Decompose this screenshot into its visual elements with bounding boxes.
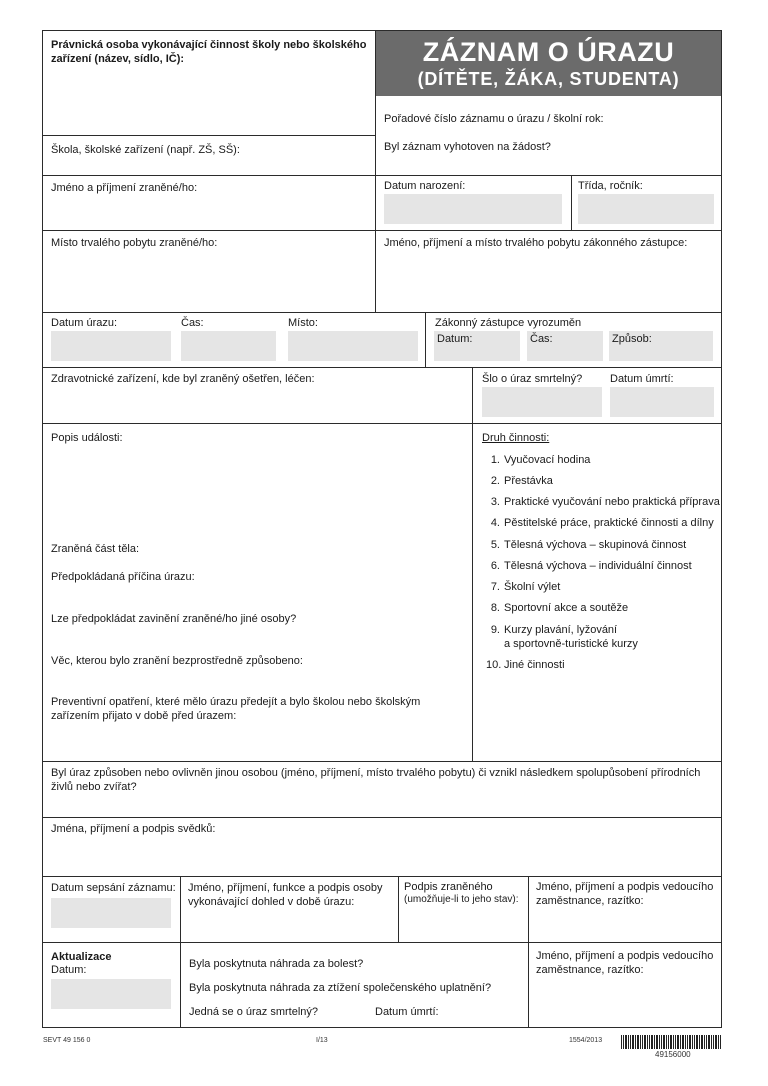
activity-item: 8. Sportovní akce a soutěže: [490, 602, 629, 614]
fault-label: Lze předpokládat zavinění zraněné/ho jiné osoby?: [51, 613, 297, 625]
record-number-label: Pořadové číslo záznamu o úrazu / školní rok:: [384, 113, 604, 125]
form-title-block: [376, 30, 721, 96]
medical-facility-label: Zdravotnické zařízení, kde byl zraněný ošetřen, léčen:: [51, 373, 315, 385]
update-date-field[interactable]: [51, 979, 171, 1009]
injured-signature-label: Podpis zraněného: [404, 881, 493, 893]
notified-date-label: Datum:: [437, 333, 473, 345]
divider: [375, 175, 376, 312]
guardian-notified-label: Zákonný zástupce vyrozuměn: [435, 317, 582, 329]
injured-signature-note: (umožňuje-li to jeho stav):: [404, 894, 519, 905]
frame-bottom: [42, 1027, 722, 1028]
fatal-label: Šlo o úraz smrtelný?: [482, 373, 583, 385]
frame-left: [42, 30, 43, 1028]
other-person-label: Byl úraz způsoben nebo ovlivněn jinou osobou (jméno, příjmení, místo trvalého pobytu) či vznikl následkem spolupůsobení přírodních živlů nebo zvířat?: [51, 767, 701, 793]
divider: [528, 876, 529, 1027]
activity-item: 10. Jiné činnosti: [486, 659, 565, 671]
form-code: SEVT 49 156 0: [43, 1037, 91, 1044]
injury-place-field[interactable]: [288, 331, 418, 361]
activity-item: 6. Tělesná výchova – individuální činnost: [490, 560, 692, 572]
social-compensation-label: Byla poskytnuta náhrada za ztížení společenského uplatnění?: [189, 982, 492, 994]
divider: [42, 367, 722, 368]
edition: I/13: [316, 1037, 328, 1044]
manager-label: Jméno, příjmení a podpis vedoucího zaměstnance, razítko:: [536, 881, 714, 907]
barcode-number: 49156000: [655, 1050, 691, 1059]
class-label: Třída, ročník:: [578, 180, 643, 192]
school-label: Škola, školské zařízení (např. ZŠ, SŠ):: [51, 144, 240, 156]
injured-name-label: Jméno a příjmení zraněné/ho:: [51, 182, 198, 194]
record-date-field[interactable]: [51, 898, 171, 928]
divider: [425, 312, 426, 368]
divider: [571, 175, 572, 231]
divider: [42, 876, 722, 877]
activity-item: 4. Pěstitelské práce, praktické činnosti a dílny: [490, 517, 714, 529]
prevention-label: Preventivní opatření, které mělo úrazu předejít a bylo školou nebo školským zařízením přijato v době před úrazem:: [51, 696, 421, 722]
guardian-label: Jméno, příjmení a místo trvalého pobytu zákonného zástupce:: [384, 237, 688, 249]
notified-time-label: Čas:: [530, 333, 553, 345]
fatal-field[interactable]: [482, 387, 602, 417]
form-title: ZÁZNAM O ÚRAZU: [422, 37, 675, 67]
witnesses-label: Jména, příjmení a podpis svědků:: [51, 823, 216, 835]
notified-method-label: Způsob:: [612, 333, 652, 345]
divider: [42, 230, 722, 231]
update-heading: Aktualizace: [51, 951, 112, 963]
update-date-label: Datum:: [51, 964, 87, 976]
record-date-label: Datum sepsání záznamu:: [51, 882, 176, 894]
update-death-date-label: Datum úmrtí:: [375, 1006, 439, 1018]
supervisor-label: Jméno, příjmení, funkce a podpis osoby vykonávající dohled v době úrazu:: [188, 882, 383, 908]
birth-date-label: Datum narození:: [384, 180, 466, 192]
legal-entity-label: Právnická osoba vykonávající činnost školy nebo školského zařízení (název, sídlo, IČ):: [51, 39, 367, 65]
injury-place-label: Místo:: [288, 317, 318, 329]
update-fatal-label: Jedná se o úraz smrtelný?: [189, 1006, 319, 1018]
divider: [472, 367, 473, 761]
cause-label: Předpokládaná příčina úrazu:: [51, 571, 195, 583]
divider: [375, 30, 376, 176]
death-date-label: Datum úmrtí:: [610, 373, 674, 385]
injury-time-label: Čas:: [181, 317, 204, 329]
on-request-label: Byl záznam vyhotoven na žádost?: [384, 141, 551, 153]
divider: [42, 761, 722, 762]
frame-right: [721, 30, 722, 1028]
death-date-field[interactable]: [610, 387, 714, 417]
divider: [42, 942, 722, 943]
divider: [42, 817, 722, 818]
divider: [42, 175, 722, 176]
form-subtitle: (DÍTĚTE, ŽÁKA, STUDENTA): [417, 69, 680, 89]
injury-time-field[interactable]: [181, 331, 276, 361]
divider: [42, 135, 376, 136]
pain-compensation-label: Byla poskytnuta náhrada za bolest?: [189, 958, 364, 970]
divider: [398, 876, 399, 943]
injury-date-label: Datum úrazu:: [51, 317, 118, 329]
object-label: Věc, kterou bylo zranění bezprostředně způsobeno:: [51, 655, 303, 667]
activity-item: 1. Vyučovací hodina: [490, 454, 591, 466]
activity-item: 7. Školní výlet: [490, 581, 561, 593]
injured-part-label: Zraněná část těla:: [51, 543, 140, 555]
update-manager-label: Jméno, příjmení a podpis vedoucího zaměstnance, razítko:: [536, 950, 714, 976]
event-label: Popis události:: [51, 432, 123, 444]
divider: [42, 423, 722, 424]
frame-top: [42, 30, 722, 31]
barcode-icon: [621, 1035, 721, 1049]
activity-item: 2. Přestávka: [490, 475, 553, 487]
class-field[interactable]: [578, 194, 714, 224]
injury-date-field[interactable]: [51, 331, 171, 361]
birth-date-field[interactable]: [384, 194, 562, 224]
activity-item-continuation: a sportovně-turistické kurzy: [504, 638, 638, 650]
activity-item: 3. Praktické vyučování nebo praktická příprava: [490, 496, 720, 508]
registration: 1554/2013: [569, 1037, 603, 1044]
divider: [42, 312, 722, 313]
activity-item: 5. Tělesná výchova – skupinová činnost: [490, 539, 687, 551]
activity-heading: Druh činnosti:: [482, 432, 550, 444]
activity-item: 9. Kurzy plavání, lyžování: [490, 624, 618, 636]
divider: [180, 876, 181, 1027]
residence-label: Místo trvalého pobytu zraněné/ho:: [51, 237, 218, 249]
